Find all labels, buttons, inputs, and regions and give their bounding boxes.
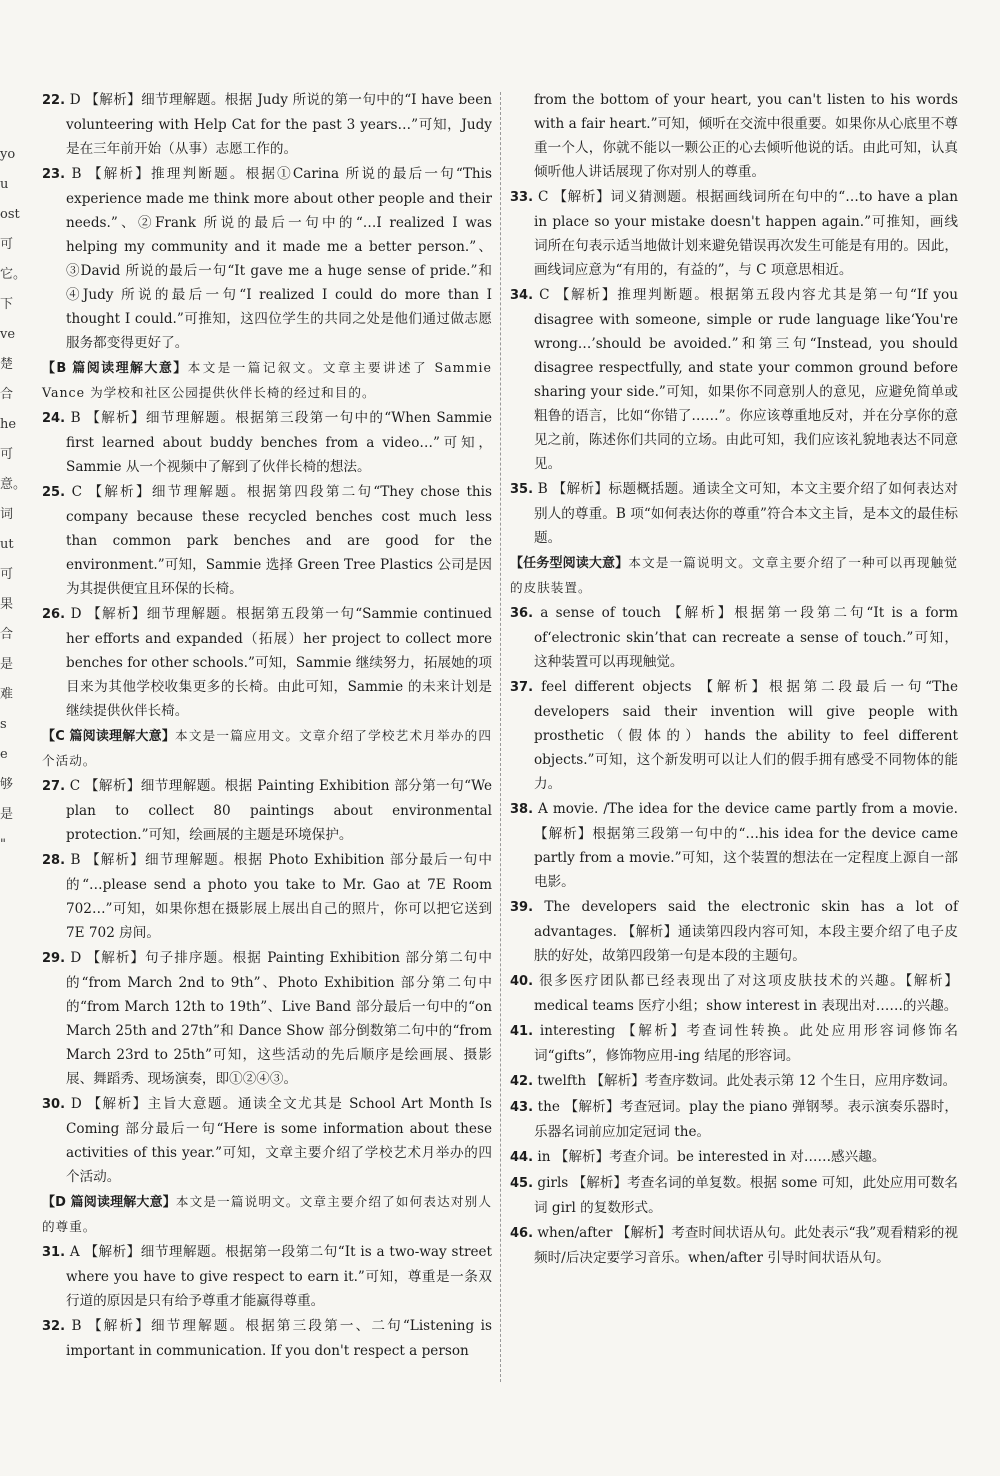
answer-text: A 【解析】细节理解题。根据第一段第二句“It is a two-way street where you have to give respect to earn it.”可知，尊重是一条双行道的原因是只有给予尊重才能赢得尊重。 [66, 1244, 492, 1309]
margin-fragment: " [0, 837, 6, 852]
answer-item [510, 1019, 958, 1068]
answer-item [42, 162, 492, 355]
margin-fragment: ve [0, 327, 16, 342]
answer-text: C 【解析】词义猜测题。根据画线词所在句中的“…to have a plan in place so your mistake doesn't happen again.”可推知，画线词所在句表示适当地做计划来避免错误再次发生可能是有用的。因此，画线词应意为“有用的，有益的”，与 C 项意思相近。 [534, 189, 958, 278]
question-number: 28. [42, 853, 66, 868]
answer-item [510, 969, 958, 1018]
answer-text: B 【解析】标题概括题。通读全文可知，本文主要介绍了如何表达对别人的尊重。B 项“如何表达你的尊重”符合本文主旨，是本文的最佳标题。 [534, 481, 958, 546]
answer-item [42, 1314, 492, 1363]
margin-fragment: 合 [0, 627, 14, 642]
answer-item [42, 774, 492, 847]
answer-text: girls 【解析】考查名词的单复数。根据 some 可知，此处应用可数名词 girl 的复数形式。 [534, 1175, 958, 1216]
question-number: 42. [510, 1074, 534, 1089]
answer-item [42, 848, 492, 945]
question-number: 31. [42, 1245, 66, 1260]
answer-item [510, 1221, 958, 1270]
section-summary-text: 本文是一篇说明文。文章主要介绍了如何表达对别人的尊重。 [42, 1194, 492, 1234]
answer-item-continued [510, 88, 958, 184]
question-number: 33. [510, 190, 534, 205]
answer-text: C 【解析】推理判断题。根据第五段内容尤其是第一句“If you disagree with someone, simple or rude language like‘You're wrong…’should be avoided.”和第三句“Instead, you should disagree respectfully, and state your common ground before sharing your side.”可知，如果你不同意别人的意见，应避免简单或粗鲁的语言，比如“你错了……”。你应该尊重地反对，并在分享你的意见之前，陈述你们共同的立场。由此可知，我们应该礼貌地表达不同意见。 [534, 287, 959, 472]
margin-fragment: 它。 [0, 267, 27, 282]
margin-fragment: 是 [0, 807, 14, 822]
margin-fragment: 可 [0, 447, 14, 462]
section-heading: 【D 篇阅读理解大意】 [42, 1195, 176, 1210]
question-number: 30. [42, 1097, 66, 1112]
answer-text: D 【解析】句子排序题。根据 Painting Exhibition 部分第二句中的“from March 2nd to 9th”、Photo Exhibition 部分第二句中的“from March 12th to 19th”、Live Band 部分最后一句中的“on March 25th and 27th”和 Dance Show 部分倒数第二句中的“from March 23rd to 25th”可知，这些活动的先后顺序是绘画展、摄影展、舞蹈秀、现场演奏，即①②④③。 [66, 950, 492, 1087]
answer-item [510, 895, 958, 968]
answer-text: a sense of touch 【解析】根据第一段第二句“It is a form of‘electronic skin’that can recreate a sense of touch.”可知，这种装置可以再现触觉。 [534, 605, 958, 670]
question-number: 26. [42, 607, 66, 622]
answer-text: B 【解析】细节理解题。根据第三段第一、二句“Listening is important in communication. If you don't respect a person [66, 1318, 492, 1359]
section-summary-text: 本文是一篇应用文。文章介绍了学校艺术月举办的四个活动。 [42, 728, 492, 768]
answer-text: in 【解析】考查介词。be interested in 对……感兴趣。 [537, 1149, 886, 1165]
question-number: 24. [42, 411, 66, 426]
answer-text: from the bottom of your heart, you can't listen to his words with a fair heart.”可知，倾听在交流中很重要。如果你从心底里不尊重一个人，你就不能以一颗公正的心去倾听他说的话。由此可知，认真倾听他人讲话展现了你对别人的尊重。 [534, 92, 958, 180]
question-number: 43. [510, 1100, 534, 1115]
answer-item [510, 477, 958, 550]
left-margin-fragments [0, 140, 27, 900]
question-number: 36. [510, 606, 534, 621]
section-heading: 【C 篇阅读理解大意】 [42, 729, 176, 744]
question-number: 38. [510, 802, 534, 817]
answer-text: B 【解析】推理判断题。根据①Carina 所说的最后一句“This experience made me think more about other people and their needs.”、②Frank 所说的最后一句中的“…I realized I was helping my community and it made me a better person.”、③David 所说的最后一句“It gave me a huge sense of pride.”和④Judy 所说的最后一句“I realized I could do more than I thought I could.”可推知，这四位学生的共同之处是他们通过做志愿服务都变得更好了。 [66, 166, 493, 351]
answer-text: B 【解析】细节理解题。根据 Photo Exhibition 部分最后一句中的“…please send a photo you take to Mr. Gao at 7E Room 702…”可知，如果你想在摄影展上展出自己的照片，你可以把它送到 7E 702 房间。 [66, 852, 492, 941]
question-number: 39. [510, 900, 534, 915]
answer-text: 很多医疗团队都已经表现出了对这项皮肤技术的兴趣。【解析】medical teams 医疗小组；show interest in 表现出对……的兴趣。 [534, 973, 958, 1014]
answer-text: C 【解析】细节理解题。根据 Painting Exhibition 部分第一句“We plan to collect 80 paintings about environmental protection.”可知，绘画展的主题是环境保护。 [66, 778, 492, 843]
answer-text: D 【解析】细节理解题。根据 Judy 所说的第一句中的“I have been volunteering with Help Cat for the past 3 years…”可知，Judy 是在三年前开始（从事）志愿工作的。 [66, 92, 492, 157]
margin-fragment: 楚 [0, 357, 14, 372]
question-number: 34. [510, 288, 534, 303]
section-heading: 【任务型阅读大意】 [510, 556, 629, 571]
margin-fragment: 难 [0, 687, 14, 702]
margin-fragment: 合 [0, 387, 14, 402]
answer-item [42, 946, 492, 1091]
margin-fragment: 词 [0, 507, 14, 522]
answer-item [510, 1145, 958, 1170]
margin-fragment: you [0, 147, 16, 192]
answer-item [510, 1069, 958, 1094]
answer-item [42, 1240, 492, 1313]
question-number: 44. [510, 1150, 534, 1165]
answer-item [510, 1171, 958, 1220]
margin-fragment: he [0, 417, 17, 432]
answer-item [510, 185, 958, 282]
question-number: 23. [42, 167, 66, 182]
answer-item [510, 283, 958, 476]
margin-fragment: ut [0, 537, 14, 552]
answer-text: C 【解析】细节理解题。根据第四段第二句“They chose this company because these recycled benches cost much less than common park benches and are good for the environment.”可知，Sammie 选择 Green Tree Plastics 公司是因为其提供便宜且环保的长椅。 [66, 484, 492, 597]
margin-fragment: 够 [0, 777, 14, 792]
section-summary-text: 本文是一篇说明文。文章主要介绍了一种可以再现触觉的皮肤装置。 [510, 555, 958, 595]
question-number: 25. [42, 485, 66, 500]
question-number: 32. [42, 1319, 66, 1334]
answer-item [510, 601, 958, 674]
answer-item [42, 602, 492, 723]
margin-fragment: ost [0, 207, 20, 222]
margin-fragment: 可 [0, 237, 14, 252]
margin-fragment: e [0, 747, 8, 762]
margin-fragment: 果 [0, 597, 14, 612]
column-divider [500, 92, 501, 1382]
answer-item [510, 675, 958, 796]
answer-item [42, 480, 492, 601]
question-number: 45. [510, 1176, 534, 1191]
margin-fragment: 意。 [0, 477, 27, 492]
answer-item [42, 1092, 492, 1189]
answer-item [42, 88, 492, 161]
answer-text: when/after 【解析】考查时间状语从句。此处表示“我”观看精彩的视频时/后决定要学习音乐。when/after 引导时间状语从句。 [534, 1225, 958, 1266]
question-number: 27. [42, 779, 66, 794]
answer-text: The developers said the electronic skin has a lot of advantages. 【解析】通读第四段内容可知，本段主要介绍了电子皮肤的好处，故第四段第一句是本段的主题句。 [534, 899, 958, 964]
margin-fragment: s [0, 717, 7, 732]
answer-text: the 【解析】考查冠词。play the piano 弹钢琴。表示演奏乐器时，乐器名词前应加定冠词 the。 [534, 1099, 959, 1140]
left-column [42, 88, 492, 1364]
section-summary [42, 356, 492, 405]
section-summary [42, 724, 492, 773]
answer-text: A movie. /The idea for the device came partly from a movie. 【解析】根据第三段第一句中的“…his idea for the device came partly from a movie.”可知，这个装置的想法在一定程度上源自一部电影。 [534, 801, 958, 890]
section-summary-text: 本文是一篇记叙文。文章主要讲述了 Sammie Vance 为学校和社区公园提供伙伴长椅的经过和目的。 [42, 360, 492, 400]
answer-text: twelfth 【解析】考查序数词。此处表示第 12 个生日，应用序数词。 [537, 1073, 957, 1089]
answer-item [42, 406, 492, 479]
question-number: 46. [510, 1226, 534, 1241]
question-number: 37. [510, 680, 534, 695]
answer-text: B 【解析】细节理解题。根据第三段第一句中的“When Sammie first learned about buddy benches from a video…”可知，Sammie 从一个视频中了解到了伙伴长椅的想法。 [66, 410, 492, 475]
answer-text: feel different objects 【解析】根据第二段最后一句“The developers said their invention will give people with prosthetic（假体的）hands the ability to feel different objects.”可知，这个新发明可以让人们的假手拥有感受不同物体的能力。 [534, 679, 958, 792]
answer-text: interesting 【解析】考查词性转换。此处应用形容词修饰名词“gifts”，修饰物应用-ing 结尾的形容词。 [534, 1023, 958, 1064]
margin-fragment: 可 [0, 567, 14, 582]
answer-item [510, 1095, 958, 1144]
answer-item [510, 797, 958, 894]
right-column [510, 88, 958, 1271]
answer-text: D 【解析】细节理解题。根据第五段第一句“Sammie continued her efforts and expanded（拓展）her project to collect more benches for other schools.”可知，Sammie 继续努力，拓展她的项目来为其他学校收集更多的长椅。由此可知，Sammie 的未来计划是继续提供伙伴长椅。 [66, 606, 492, 719]
answer-text: D 【解析】主旨大意题。通读全文尤其是 School Art Month Is Coming 部分最后一句“Here is some information about these activities of this year.”可知，文章主要介绍了学校艺术月举办的四个活动。 [66, 1096, 492, 1185]
question-number: 29. [42, 951, 66, 966]
section-summary [42, 1190, 492, 1239]
section-summary [510, 551, 958, 600]
question-number: 35. [510, 482, 534, 497]
question-number: 41. [510, 1024, 534, 1039]
section-heading: 【B 篇阅读理解大意】 [42, 361, 188, 376]
margin-fragment: 是 [0, 657, 14, 672]
question-number: 22. [42, 93, 66, 108]
margin-fragment: 下 [0, 297, 14, 312]
question-number: 40. [510, 974, 534, 989]
